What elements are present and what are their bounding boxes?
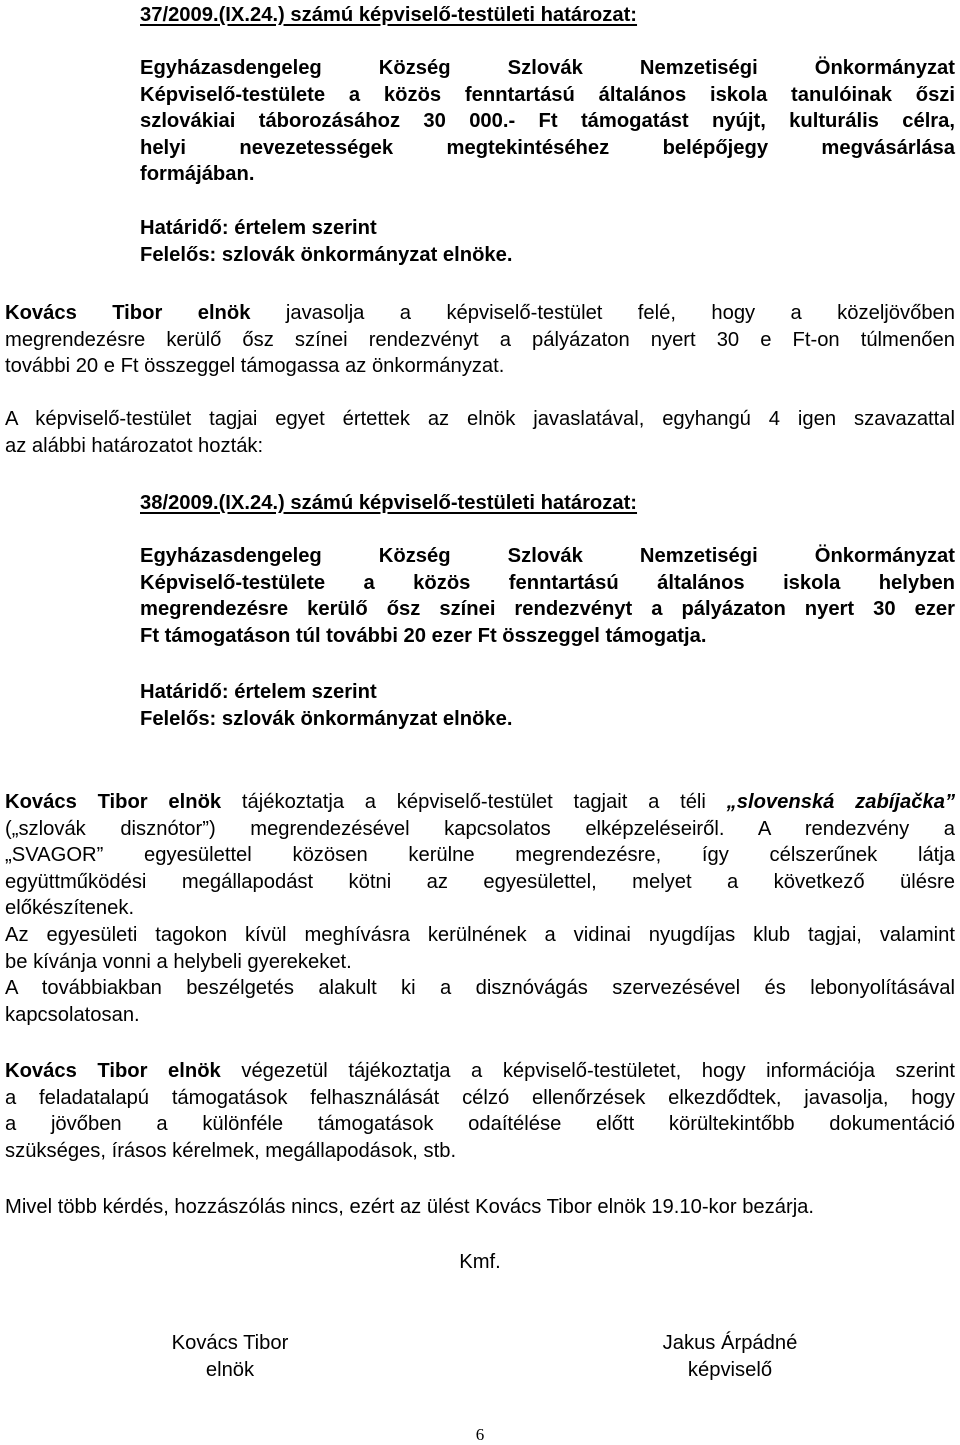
resolution-37-line-5: formájában. xyxy=(140,163,255,186)
resolution-38-body xyxy=(140,543,955,649)
paragraph-proposal xyxy=(5,300,955,380)
paragraph-pig-slaughter-line-7: be kívánja vonni a helybeli gyerekeket. xyxy=(5,950,352,973)
resolution-38-line-4: Ft támogatáson túl további 20 ezer Ft összeggel támogatja. xyxy=(140,624,707,647)
resolution-37-deadline: Határidő: értelem szerint xyxy=(140,217,377,239)
resolution-38-header: 38/2009.(IX.24.) számú képviselő-testületi határozat: xyxy=(140,492,638,514)
signature-role: képviselő xyxy=(687,1359,773,1381)
paragraph-pig-slaughter xyxy=(5,789,955,1028)
paragraph-audit-line-3: a jövőben a különféle támogatások odaítélése előtt körültekintőbb dokumentáció xyxy=(5,1113,955,1136)
closing-sentence: Mivel több kérdés, hozzászólás nincs, ezért az ülést Kovács Tibor elnök 19.10-kor bezárja. xyxy=(5,1196,815,1218)
slovak-term-close-quote: ” xyxy=(944,791,956,813)
speaker-name: Kovács Tibor elnök xyxy=(5,1060,221,1082)
paragraph-pig-slaughter-line-4: együttműködési megállapodást kötni az egyesülettel, melyet a következő ülésre xyxy=(5,870,955,893)
signature-representative xyxy=(620,1330,840,1384)
speaker-name: Kovács Tibor elnök xyxy=(5,302,251,324)
paragraph-pig-slaughter-line-9: kapcsolatosan. xyxy=(5,1003,140,1026)
slovak-term: slovenská zabíjačka xyxy=(736,791,945,813)
paragraph-pig-slaughter-line-2: („szlovák disznótor”) megrendezésével kapcsolatos elképzeléseiről. A rendezvény a xyxy=(5,817,955,840)
resolution-37-line-2: Képviselő-testülete a közös fenntartású általános iskola tanulóinak őszi xyxy=(140,83,955,106)
paragraph-pig-slaughter-line-1 xyxy=(5,789,955,816)
paragraph-proposal-line-2: megrendezésre kerülő ősz színei rendezvényt a pályázaton nyert 30 e Ft-on túlmenően xyxy=(5,328,955,351)
paragraph-vote xyxy=(5,406,955,459)
signature-name: Jakus Árpádné xyxy=(662,1332,798,1354)
paragraph-pig-slaughter-line-6: Az egyesületi tagokon kívül meghívásra kerülnének a vidinai nyugdíjas klub tagjai, valamint xyxy=(5,923,955,946)
paragraph-audit-line-4: szükséges, írásos kérelmek, megállapodások, stb. xyxy=(5,1139,457,1162)
slovak-term-open-quote: „ xyxy=(726,791,737,813)
resolution-37-line-4: helyi nevezetességek megtekintéséhez belépőjegy megvásárlása xyxy=(140,136,955,159)
resolution-37-responsible: Felelős: szlovák önkormányzat elnöke. xyxy=(140,243,513,266)
paragraph-pig-slaughter-line-5: előkészítenek. xyxy=(5,897,135,920)
paragraph-audit-line-1 xyxy=(5,1058,955,1085)
resolution-37-line-1: Egyházasdengeleg Község Szlovák Nemzetiségi Önkormányzat xyxy=(140,57,955,79)
resolution-37-header: 37/2009.(IX.24.) számú képviselő-testületi határozat: xyxy=(140,4,638,26)
resolution-38-line-2: Képviselő-testülete a közös fenntartású általános iskola helyben xyxy=(140,571,955,594)
paragraph-audit-line-2: a feladatalapú támogatások felhasználását célzó ellenőrzések elkezdődtek, javasolja, hogy xyxy=(5,1086,955,1109)
paragraph-pig-slaughter-line-3: „SVAGOR” egyesülettel közösen kerülne megrendezésre, így célszerűnek látja xyxy=(5,844,955,867)
page-number: 6 xyxy=(475,1425,485,1444)
resolution-38-footer xyxy=(140,679,955,732)
paragraph-proposal-line-1 xyxy=(5,300,955,327)
speaker-name: Kovács Tibor elnök xyxy=(5,791,222,813)
paragraph-proposal-line-1-text: javasolja a képviselő-testület felé, hogy a közeljövőben xyxy=(285,302,956,324)
resolution-37-line-3: szlovákiai táborozásához 30 000.- Ft támogatást nyújt, kulturális célra, xyxy=(140,110,955,133)
kmf-label: Kmf. xyxy=(459,1251,501,1273)
resolution-38-responsible: Felelős: szlovák önkormányzat elnöke. xyxy=(140,707,513,730)
resolution-37-body xyxy=(140,55,955,188)
resolution-37-footer xyxy=(140,215,955,268)
paragraph-vote-line-1: A képviselő-testület tagjai egyet értettek az elnök javaslatával, egyhangú 4 igen szavazattal xyxy=(5,408,955,430)
paragraph-proposal-line-3: további 20 e Ft összeggel támogassa az önkormányzat. xyxy=(5,355,505,378)
paragraph-pig-slaughter-line-8: A továbbiakban beszélgetés alakult ki a disznóvágás szervezésével és lebonyolításával xyxy=(5,977,955,1000)
resolution-38-deadline: Határidő: értelem szerint xyxy=(140,681,377,703)
signature-chairman xyxy=(130,1330,330,1384)
paragraph-pig-slaughter-line-1-text: tájékoztatja a képviselő-testület tagjait a téli xyxy=(241,791,706,813)
signature-name: Kovács Tibor xyxy=(171,1332,289,1354)
resolution-38-line-1: Egyházasdengeleg Község Szlovák Nemzetiségi Önkormányzat xyxy=(140,545,955,567)
paragraph-vote-line-2: az alábbi határozatot hozták: xyxy=(5,434,264,457)
signature-role: elnök xyxy=(205,1359,255,1381)
resolution-38-line-3: megrendezésre kerülő ősz színei rendezvényt a pályázaton nyert 30 ezer xyxy=(140,598,955,621)
paragraph-audit-line-1-text: végezetül tájékoztatja a képviselő-testületet, hogy információja szerint xyxy=(241,1060,956,1082)
paragraph-audit xyxy=(5,1058,955,1164)
